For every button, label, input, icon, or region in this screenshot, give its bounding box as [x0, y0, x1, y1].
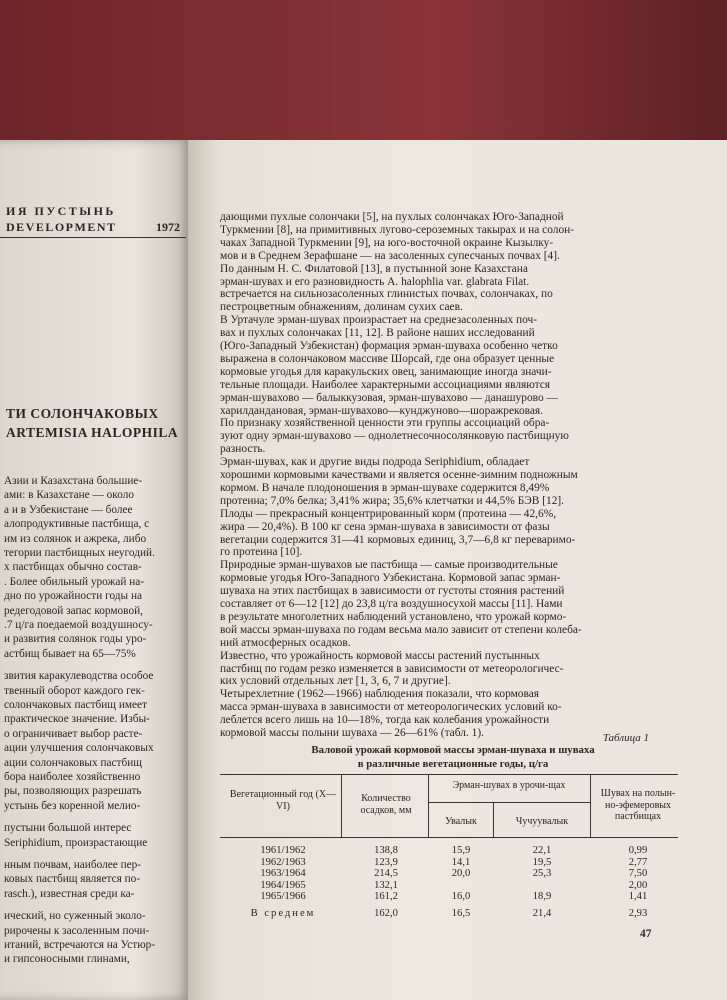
- right-text-line: ких условий отдельных лет [1, 3, 6, 7 и другие].: [220, 675, 451, 688]
- right-text-line: Эрман-шувах, как и другие виды подрода Seriphidium, обладает: [220, 456, 530, 469]
- left-text-line: твенный оборот каждого гек-: [4, 684, 145, 697]
- table-cell-shuvakh: 0,99: [628, 845, 648, 856]
- left-text-line: рирочены к засоленным почи-: [4, 924, 150, 937]
- right-text-line: (Юго-Западный Узбекистан) формация эрман-шуваха особенно четко: [220, 340, 558, 352]
- page-number: 47: [640, 928, 652, 940]
- table-cell-precip: 132,1: [374, 879, 398, 891]
- table-cell-year: 1962/1963: [260, 856, 306, 868]
- article-title-line1: ТИ СОЛОНЧАКОВЫХ: [6, 406, 159, 421]
- table-cell-shuvakh: 1,41: [628, 891, 648, 903]
- running-header: ИЯ ПУСТЫНЬ: [6, 204, 116, 218]
- right-text-line: шуваха на этих пастбищах в зависимости от густоты стояния растений: [220, 585, 565, 598]
- table-caption-line1: Валовой урожай кормовой массы эрман-шуваха и шуваха: [311, 744, 595, 756]
- table-cell-precip: 214,5: [374, 868, 398, 880]
- right-text-line: По признаку хозяйственной ценности эти группы ассоциаций обра-: [220, 417, 550, 430]
- table-label: Таблица 1: [602, 732, 649, 744]
- right-text-line: Природные эрман-шувахов ые пастбища — самые производительные: [220, 559, 558, 572]
- right-text-line: эрман-шувах и его разновидность A. halophlia var. glabrata Filat.: [220, 275, 530, 288]
- right-text-line: тельные площади. Наиболее характерными ассоциациями являются: [220, 378, 551, 391]
- right-text-line: го протеина [10].: [220, 546, 303, 559]
- table-cell-chuch: 18,9: [532, 891, 552, 903]
- right-text-line: масса эрман-шуваха в зависимости от метеорологических условий ко-: [220, 701, 562, 714]
- left-text-line: .7 ц/га поедаемой воздушносу-: [4, 619, 153, 631]
- header-precip: Количество осадков, мм: [360, 793, 412, 816]
- table-cell-year: 1963/1964: [260, 868, 306, 880]
- right-text-line: встречается на сильнозасоленных глинистых почвах, солончаках, по: [220, 288, 553, 301]
- left-text-line: о ограничивает выбор расте-: [4, 727, 143, 740]
- right-text-line: вой массы эрман-шуваха по годам весьма мало зависит от степени колеба-: [220, 623, 582, 636]
- right-text-line: жира — 20,4%). В 100 кг сена эрман-шуваха в зависимости от фазы: [220, 520, 550, 533]
- left-text-line: rasch.), известная среди ка-: [4, 887, 135, 900]
- table-cell-precip: 161,2: [374, 891, 398, 903]
- avg-label: В среднем: [250, 908, 316, 919]
- right-text-line: харилдандановая, эрман-шувахово—кунджуново—шоражрековая.: [220, 404, 544, 417]
- table-cell-shuvakh: 2,00: [628, 879, 648, 891]
- running-header-english: DEVELOPMENT: [6, 220, 117, 234]
- right-text-line: протеина; 7,0% белка; 3,41% жира; 35,6% клетчатки и 44,5% БЭВ [12].: [220, 494, 565, 507]
- table-cell-precip: 138,8: [374, 845, 398, 856]
- left-text-line: . Более обильный урожай на-: [4, 575, 145, 588]
- right-text-line: составляет от 6—12 [12] до 23,8 ц/га воздушносухой массы [11]. Нами: [220, 598, 563, 610]
- right-text-line: дающими пухлые солончаки [5], на пухлых солончаках Юго-Западной: [220, 211, 564, 223]
- table-cell-shuvakh: 7,50: [628, 868, 648, 880]
- right-text-line: в результате многолетних наблюдений установлено, что урожай кормо-: [220, 610, 567, 623]
- table-cell-uvalyk: 16,0: [451, 891, 471, 903]
- left-text-line: устынь без коренной мелио-: [4, 799, 141, 812]
- left-text-line: ковых пастбищ является по-: [4, 873, 141, 886]
- left-text-line: алопродуктивные пастбища, с: [4, 518, 150, 531]
- right-text-line: разность.: [220, 443, 266, 456]
- table-caption-line2: в различные вегетационные годы, ц/га: [357, 758, 549, 770]
- left-text-line: и гипсоносными глинами,: [4, 953, 130, 966]
- left-text-line: солончаковых пастбищ имеет: [4, 699, 147, 711]
- header-year: Вегетационный год (X—VI): [229, 789, 337, 812]
- right-text-line: кормом. В начале плодоношения в эрман-шувахе содержится 8,49%: [220, 481, 550, 494]
- table-cell-uvalyk: 20,0: [451, 868, 471, 880]
- left-text-line: ации улучшения солончаковых: [4, 742, 154, 755]
- left-text-line: а и в Узбекистане — более: [4, 503, 133, 516]
- article-title-line2: ARTEMISIA HALOPHILA: [6, 425, 179, 440]
- left-text-line: практическое значение. Избы-: [4, 713, 150, 726]
- left-page: [0, 140, 192, 1000]
- header-uvalyk: Увалык: [445, 816, 477, 827]
- right-text-line: кормовые угодья Юго-Западного Узбекистана. Кормовой запас эрман-: [220, 572, 561, 585]
- right-text-line: ний атмосферных осадков.: [220, 636, 351, 649]
- right-text-line: Плоды — прекрасный концентрированный корм (протеина — 42,6%,: [220, 507, 557, 520]
- right-text-line: зуют одну эрман-шувахово — однолетнесочносолянковую пастбищную: [220, 430, 569, 443]
- left-text-line: ации солончаковых пастбищ: [4, 756, 142, 769]
- left-text-line: ический, но суженный эколо-: [4, 910, 146, 923]
- table-cell-chuch: 22,1: [532, 845, 552, 856]
- left-text-line: и развития солянок годы уро-: [4, 633, 147, 646]
- left-text-line: тегории пастбищных неугодий.: [4, 547, 155, 559]
- left-text-line: нным почвам, наиболее пер-: [4, 859, 142, 871]
- left-text-line: х пастбищах обычно состав-: [4, 561, 142, 574]
- table-cell-year: 1964/1965: [260, 879, 306, 891]
- right-text-line: пестроцветным обнажениям, долинам сухих саев.: [220, 301, 463, 314]
- left-text-line: астбищ бывает на 65—75%: [4, 647, 136, 660]
- left-text-line: ами: в Казахстане — около: [4, 489, 134, 502]
- left-text-line: Азии и Казахстана большие-: [4, 475, 143, 487]
- right-text-line: эрман-шувахово — балыккузовая, эрман-шувахово — данашурово —: [220, 391, 558, 404]
- left-text-line: Seriphidium, произрастающие: [4, 836, 148, 849]
- table-cell-uvalyk: 15,9: [451, 845, 471, 856]
- table-cell-year: 1965/1966: [260, 891, 306, 903]
- right-text-line: По данным Н. С. Филатовой [13], в пустынной зоне Казахстана: [220, 262, 528, 275]
- table-cell-year: 1961/1962: [260, 845, 306, 856]
- right-text-line: кормовые угодья для каракульских овец, занимающие иногда значи-: [220, 365, 552, 378]
- avg-uvalyk: 16,5: [451, 908, 471, 919]
- table-cell-chuch: 19,5: [532, 856, 552, 868]
- header-shuvakh: Шувах на полын-но-эфемеровых пастбищах: [600, 788, 676, 822]
- right-text-line: мов и в Среднем Зерафшане — на засоленных супесчаных почвах [4].: [220, 249, 560, 262]
- avg-precip: 162,0: [374, 908, 398, 919]
- right-text-line: вах и пухлых солончаках [11, 12]. В районе наших исследований: [220, 327, 535, 340]
- right-text-line: Четырехлетние (1962—1966) наблюдения показали, что кормовая: [220, 688, 540, 701]
- right-text-line: пастбищ по годам резко изменяется в зависимости от метеорологичес-: [220, 662, 564, 675]
- left-text-line: дно по урожайности годы на: [4, 590, 143, 603]
- table-cell-shuvakh: 2,77: [628, 856, 648, 868]
- left-text-line: звития каракулеводства особое: [4, 670, 154, 683]
- left-text-line: им из солянок и ажрека, либо: [4, 532, 147, 545]
- right-text-line: кормовой массы полыни шуваха — 26—61% (табл. 1).: [220, 727, 484, 739]
- right-text-line: выражена в солончаковом массиве Шорсай, где она образует ценные: [220, 352, 555, 365]
- left-text-line: ры, позволяющих разрешать: [4, 785, 142, 798]
- right-text-line: В Уртачуле эрман-шувах произрастает на среднезасоленных поч-: [220, 314, 538, 327]
- header-year: 1972: [156, 220, 180, 234]
- right-text-line: чаках Западной Туркмении [9], на юго-восточной окраине Кызылку-: [220, 236, 554, 249]
- right-text-line: хорошими кормовыми качествами и является осенне-зимним подножным: [220, 469, 578, 481]
- table-cell-precip: 123,9: [374, 856, 398, 868]
- right-text-line: леблется всего лишь на 10—18%, тогда как колебания урожайности: [220, 714, 550, 727]
- header-chuchuvalyk: Чучуувалык: [515, 816, 569, 827]
- avg-shuvakh: 2,93: [628, 908, 648, 919]
- right-page: [188, 140, 727, 1000]
- left-text-line: пустыни большой интерес: [4, 822, 132, 835]
- avg-chuchuvalyk: 21,4: [532, 908, 552, 919]
- right-text-line: Туркмении [8], на примитивных лугово-сероземных такырах и на солон-: [220, 223, 575, 236]
- header-erman: Эрман-шувах в урочи-щах: [452, 780, 566, 791]
- right-text-line: Известно, что урожайность кормовой массы растений пустынных: [220, 649, 540, 662]
- header-rule: [0, 237, 186, 238]
- left-text-line: итаний, встречаются на Устюр-: [4, 939, 156, 951]
- table-cell-uvalyk: 14,1: [451, 856, 471, 868]
- left-text-line: бора наиболее хозяйственно: [4, 771, 141, 783]
- table-cell-chuch: 25,3: [532, 868, 552, 880]
- left-text-line: редегодовой запас кормовой,: [4, 604, 143, 617]
- right-text-line: вегетации содержится 31—41 кормовых единиц, 3,7—6,8 кг переваримо-: [220, 533, 576, 546]
